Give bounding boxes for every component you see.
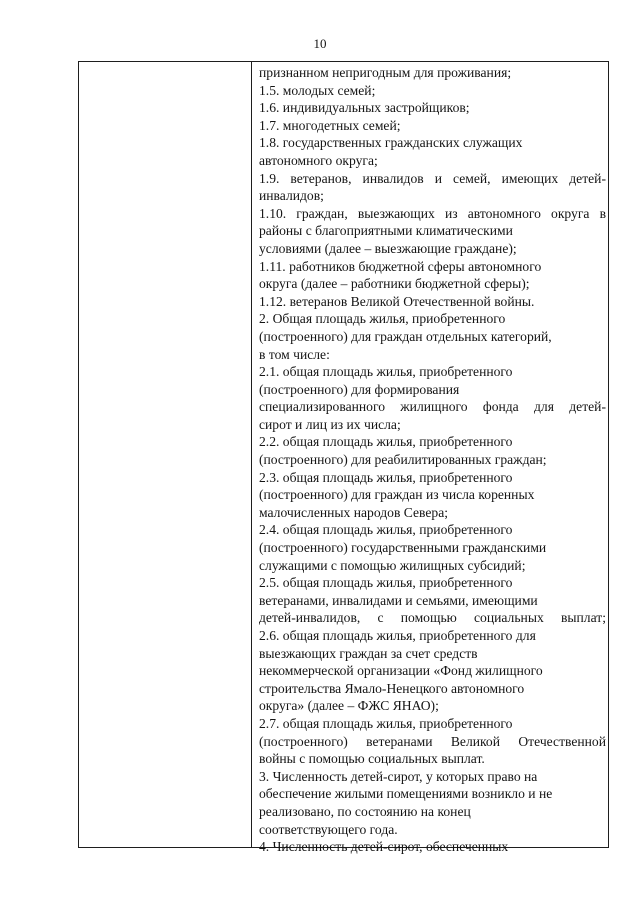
text-line: автономного округа; <box>259 152 378 168</box>
text-line: 2.6. общая площадь жилья, приобретенного для <box>259 628 536 643</box>
text-line: условиями (далее – выезжающие граждане); <box>259 240 517 256</box>
text-line: 1.9. ветеранов, инвалидов и семей, имеющих детей- <box>259 170 606 186</box>
column-divider <box>251 62 252 847</box>
text-line: инвалидов; <box>259 188 324 204</box>
text-line: 4. Численность детей-сирот, обеспеченных <box>259 839 509 855</box>
text-line: 1.10. граждан, выезжающих из автономного округа в <box>259 205 606 221</box>
text-line: 2.1. общая площадь жилья, приобретенного <box>259 364 513 380</box>
text-line: 1.5. молодых семей; <box>259 82 376 98</box>
text-line: обеспечение жилыми помещениями возникло и не <box>259 786 553 802</box>
text-line: войны с помощью социальных выплат. <box>259 751 485 767</box>
text-line: детей-инвалидов, с помощью социальных выплат; <box>259 610 606 626</box>
text-line: 3. Численность детей-сирот, у которых право на <box>259 768 538 784</box>
text-line: 2.7. общая площадь жилья, приобретенного <box>259 715 513 731</box>
text-line: 1.11. работников бюджетной сферы автономного <box>259 258 542 274</box>
text-line: округа (далее – работники бюджетной сферы); <box>259 276 530 292</box>
text-line: округа» (далее – ФЖС ЯНАО); <box>259 698 439 714</box>
text-line: некоммерческой организации «Фонд жилищного <box>259 663 543 679</box>
text-line: малочисленных народов Севера; <box>259 504 449 520</box>
text-line: 2.5. общая площадь жилья, приобретенного <box>259 575 513 591</box>
table-frame <box>78 61 609 855</box>
text-line: в том числе: <box>259 346 330 362</box>
text-line: ветеранами, инвалидами и семьями, имеющими <box>259 592 538 608</box>
text-line: 1.7. многодетных семей; <box>259 117 401 133</box>
text-line: строительства Ямало-Ненецкого автономного <box>259 680 525 696</box>
text-line: районы с благоприятными климатическими <box>259 223 513 239</box>
text-line: (построенного) ветеранами Великой Отечественной <box>259 733 606 749</box>
text-line: реализовано, по состоянию на конец <box>259 803 471 819</box>
text-line: 1.8. государственных гражданских служащих <box>259 135 523 151</box>
text-line: (построенного) государственными гражданскими <box>259 540 547 556</box>
text-line: (построенного) для граждан отдельных категорий, <box>259 328 552 344</box>
text-line: (построенного) для формирования <box>259 381 460 397</box>
text-line: 2.3. общая площадь жилья, приобретенного <box>259 469 513 485</box>
text-line: служащими с помощью жилищных субсидий; <box>259 557 526 573</box>
text-line: 1.6. индивидуальных застройщиков; <box>259 100 470 116</box>
text-line: соответствующего года. <box>259 821 398 837</box>
table-cell-right <box>259 64 606 856</box>
text-line: (построенного) для граждан из числа коренных <box>259 487 535 503</box>
text-line: 2.2. общая площадь жилья, приобретенного <box>259 434 513 450</box>
text-line: (построенного) для реабилитированных граждан; <box>259 452 547 468</box>
text-line: 1.12. ветеранов Великой Отечественной войны. <box>259 293 535 309</box>
page-number: 10 <box>313 36 327 51</box>
text-line: признанном непригодным для проживания; <box>259 65 512 80</box>
text-line: выезжающих граждан за счет средств <box>259 645 478 661</box>
text-line: 2. Общая площадь жилья, приобретенного <box>259 311 506 327</box>
text-line: сирот и лиц из их числа; <box>259 416 401 432</box>
text-line: специализированного жилищного фонда для детей- <box>259 399 606 415</box>
text-line: 2.4. общая площадь жилья, приобретенного <box>259 522 513 538</box>
